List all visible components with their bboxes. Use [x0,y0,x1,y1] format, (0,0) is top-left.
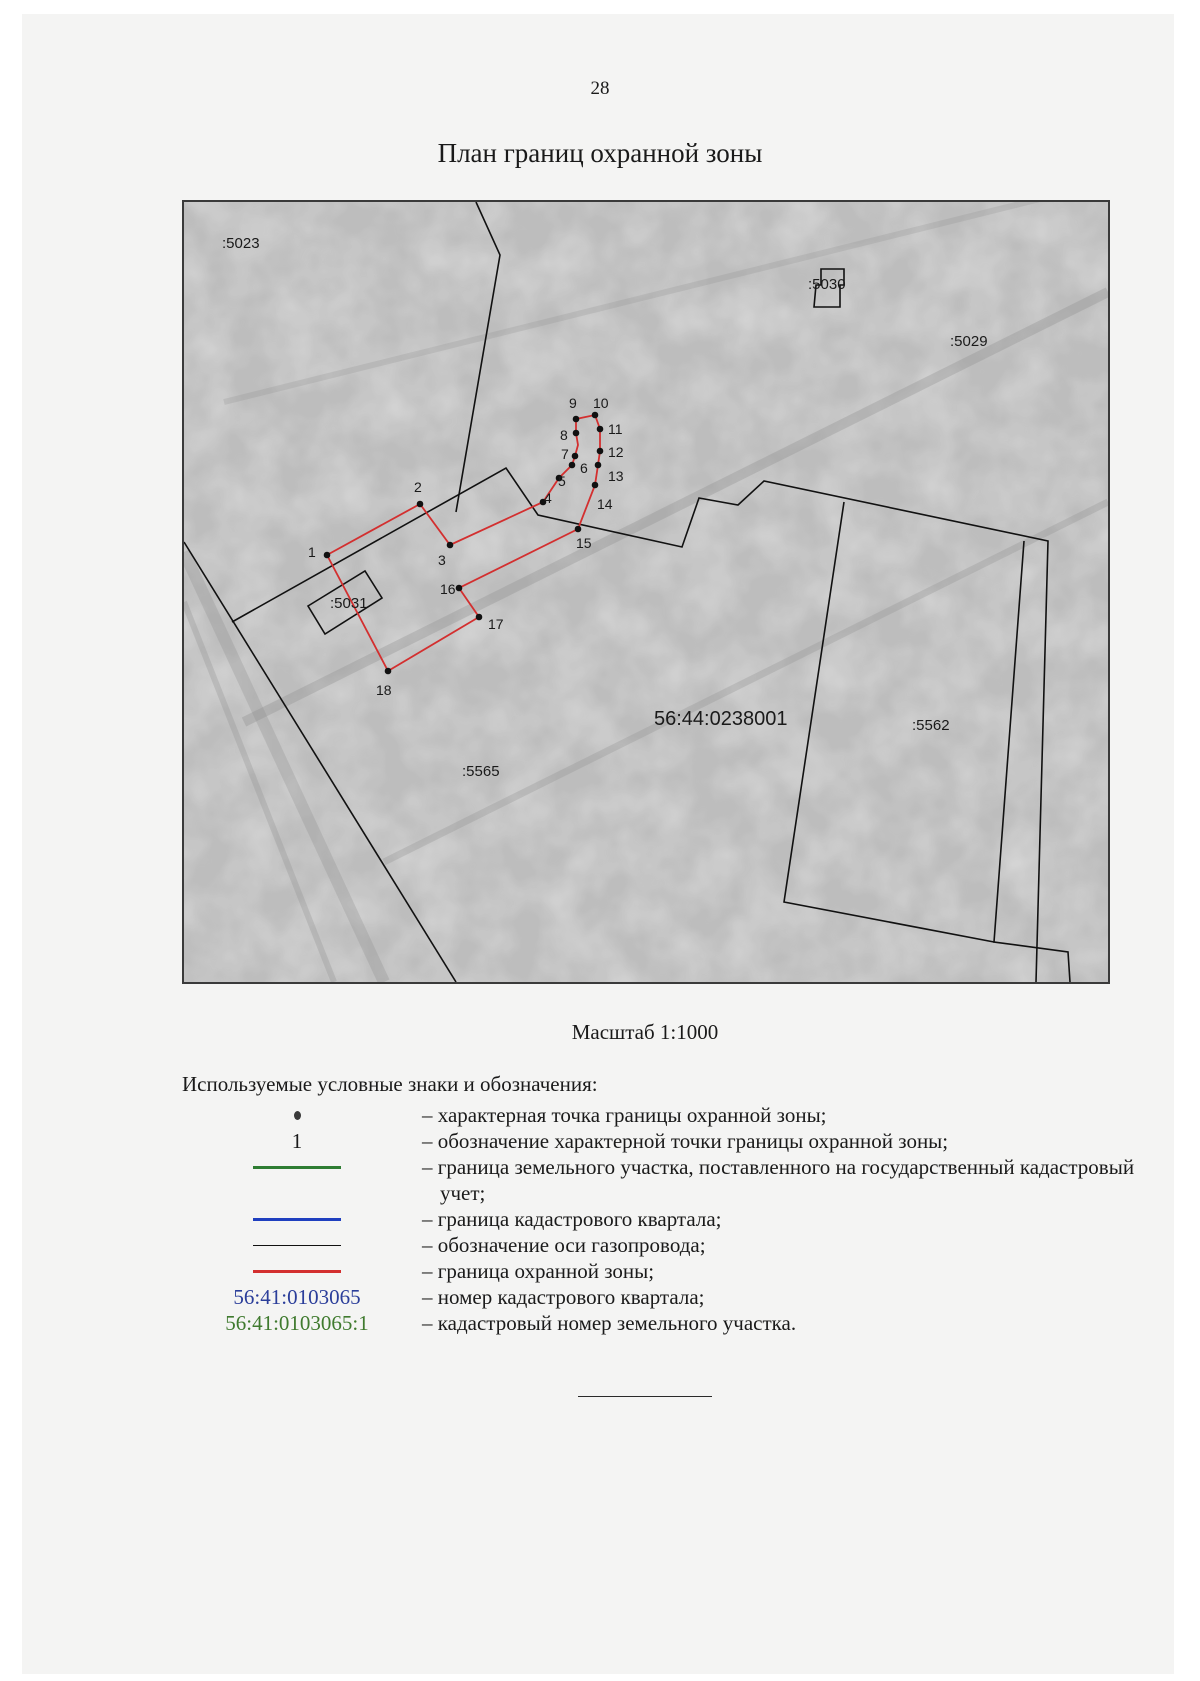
parcel-label-5562: :5562 [912,717,950,734]
point-label: 4 [544,490,552,506]
point-label: 6 [580,460,588,476]
black-line-symbol [182,1232,412,1258]
red-line-symbol [182,1258,412,1284]
green-line-icon [253,1166,341,1169]
legend-item-parcel-boundary [182,1154,1142,1206]
parcel-label-5030: :5030 [808,276,846,293]
point-symbol [182,1102,412,1128]
point-label: 15 [576,535,592,551]
aerial-photo-texture [184,202,1108,982]
point-label: 11 [608,421,623,437]
point-label: 1 [308,544,316,560]
point-label: 7 [561,446,569,462]
document-title: План границ охранной зоны [437,138,763,168]
page-number: 28 [590,78,610,99]
blue-line-symbol [182,1206,412,1232]
point-label: 12 [608,444,624,460]
point-label: 18 [376,682,392,698]
legend-description: – номер кадастрового квартала; [422,1285,705,1309]
legend-item-protection-zone [182,1258,1142,1284]
point-label: 13 [608,468,624,484]
legend-item-quarter-number [182,1284,1142,1310]
parcel-label-5023: :5023 [222,235,260,252]
point-label: 10 [593,395,609,411]
legend-description: – граница кадастрового квартала; [422,1207,722,1231]
legend-description: – обозначение оси газопровода; [422,1233,706,1257]
point-label: 14 [597,496,613,512]
legend-heading: Используемые условные знаки и обозначения: [182,1072,598,1096]
legend-item-parcel-number [182,1310,1142,1336]
quarter-number-symbol: 56:41:0103065 [233,1285,361,1309]
cadastral-map [182,200,1110,984]
legend-description: – кадастровый номер земельного участка. [422,1311,797,1335]
point-label: 8 [560,427,568,443]
legend-item-point-label [182,1128,1142,1154]
map-scale: Масштаб 1:1000 [571,1020,719,1044]
point-label: 9 [569,395,577,411]
legend-item-point [182,1102,1142,1128]
blue-line-icon [253,1218,341,1221]
black-line-icon [253,1245,341,1246]
point-dot-icon [294,1111,301,1120]
legend-description: – граница земельного участка, поставленного на государственный кадастровый учет; [422,1155,1135,1205]
point-label: 17 [488,616,504,632]
red-line-icon [253,1270,341,1273]
legend-description: – обозначение характерной точки границы охранной зоны; [422,1129,949,1153]
point-label-symbol: 1 [291,1129,303,1153]
legend-item-pipeline-axis [182,1232,1142,1258]
legend-description: – граница охранной зоны; [422,1259,655,1283]
parcel-label-5565: :5565 [462,763,500,780]
point-label: 3 [438,552,446,568]
point-label: 2 [414,479,422,495]
parcel-label-5029: :5029 [950,333,988,350]
parcel-label-5031: :5031 [330,595,368,612]
cadastral-quarter-label: 56:44:0238001 [654,708,788,730]
point-label: 16 [440,581,456,597]
legend-item-quarter-boundary [182,1206,1142,1232]
end-divider [578,1396,712,1397]
point-label: 5 [558,473,566,489]
legend [182,1102,1142,1336]
parcel-number-symbol: 56:41:0103065:1 [225,1311,369,1335]
legend-description: – характерная точка границы охранной зоны; [422,1103,827,1127]
green-line-symbol [182,1154,412,1180]
